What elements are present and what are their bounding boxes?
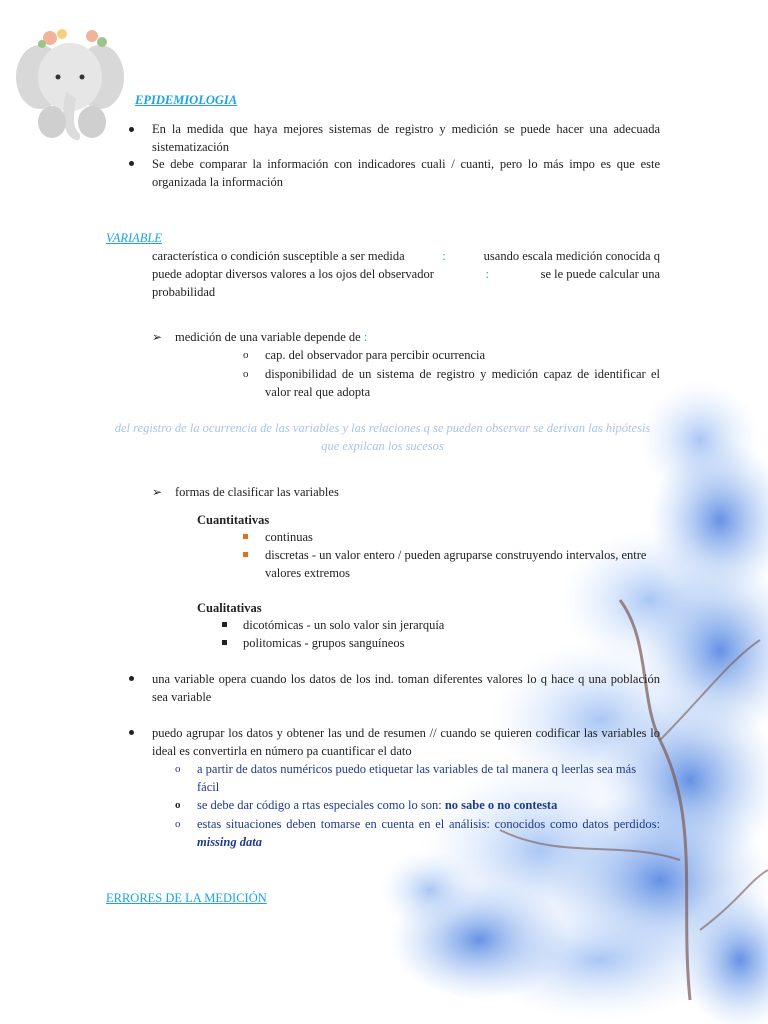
bullet-icon <box>129 161 134 166</box>
quant-item-2: discretas - un valor entero / pueden agruparse construyendo intervalos, entre valores extremos <box>265 548 647 580</box>
coding-item-3 <box>197 815 660 851</box>
qual-item-2: politomicas - grupos sanguíneos <box>243 636 405 650</box>
circle-bullet-icon: o <box>243 368 249 380</box>
data-grouping-bullet: puedo agrupar los datos y obtener las und de resumen // cuando se quieren codificar las variables lo ideal es convertirla en número pa cuantificar el dato <box>152 726 660 758</box>
document-title: EPIDEMIOLOGIA <box>135 93 238 107</box>
measurement-text: medición de una variable depende de <box>175 330 361 344</box>
quantitative-heading: Cuantitativas <box>197 513 270 527</box>
errors-heading: ERRORES DE LA MEDICIÓN <box>106 891 267 905</box>
variable-line-2 <box>152 265 660 283</box>
intro-bullet-2: Se debe comparar la información con indicadores cuali / cuanti, pero lo más impo es que este organizada la información <box>152 157 660 189</box>
missing-data-emphasis: missing data <box>197 835 262 849</box>
circle-bullet-icon: o <box>175 763 181 775</box>
colon-marker: : <box>485 267 489 281</box>
bullet-icon <box>129 127 134 132</box>
square-bullet-icon <box>243 552 248 557</box>
variable-line-1 <box>152 247 660 265</box>
coding-item-2-text: se debe dar código a rtas especiales como lo son: <box>197 798 442 812</box>
arrow-bullet-icon: ➢ <box>152 330 163 344</box>
variable-heading: VARIABLE <box>106 231 162 245</box>
square-bullet-icon <box>243 534 248 539</box>
colon-marker: : <box>363 330 368 344</box>
quant-item-1: continuas <box>265 530 313 544</box>
special-answers-emphasis: no sabe o no contesta <box>444 798 558 812</box>
coding-item-1: a partir de datos numéricos puedo etiquetar las variables de tal manera q leerlas sea más fácil <box>197 762 637 794</box>
square-bullet-icon <box>222 640 227 645</box>
variable-line-3: probabilidad <box>152 285 216 299</box>
circle-bullet-icon: o <box>243 349 249 361</box>
qual-item-1: dicotómicas - un solo valor sin jerarquía <box>243 618 445 632</box>
bullet-icon <box>129 730 134 735</box>
bullet-icon <box>129 676 134 681</box>
hypothesis-note: del registro de la ocurrencia de las variables y las relaciones q se pueden observar se derivan las hipótesis que expilcan los sucesos <box>114 421 651 453</box>
variable-text: se le puede calcular una <box>540 267 660 281</box>
coding-item-3-text: estas situaciones deben tomarse en cuenta en el análisis: conocidos como datos perdidos: <box>197 817 660 831</box>
circle-bullet-icon: o <box>175 818 181 830</box>
qualitative-heading: Cualitativas <box>197 601 262 615</box>
colon-marker: : <box>442 249 446 263</box>
circle-bullet-icon: o <box>175 799 181 811</box>
coding-item-2 <box>197 796 660 814</box>
variable-operation-bullet: una variable opera cuando los datos de los ind. toman diferentes valores lo q hace q una población sea variable <box>152 672 660 704</box>
square-bullet-icon <box>222 622 227 627</box>
classification-item: formas de clasificar las variables <box>175 485 339 499</box>
measurement-item <box>175 328 367 346</box>
variable-definition <box>152 247 660 301</box>
intro-bullet-1: En la medida que haya mejores sistemas de registro y medición se puede hacer una adecuada sistematización <box>152 122 660 154</box>
measurement-sub-1: cap. del observador para percibir ocurrencia <box>265 348 486 362</box>
elephant-illustration <box>10 22 130 147</box>
variable-text: característica o condición susceptible a ser medida <box>152 249 405 263</box>
variable-text: puede adoptar diversos valores a los ojos del observador <box>152 267 434 281</box>
measurement-sub-2: disponibilidad de un sistema de registro y medición capaz de identificar el valor real que adopta <box>265 367 660 399</box>
variable-text: usando escala medición conocida q <box>483 249 660 263</box>
arrow-bullet-icon: ➢ <box>152 485 163 499</box>
